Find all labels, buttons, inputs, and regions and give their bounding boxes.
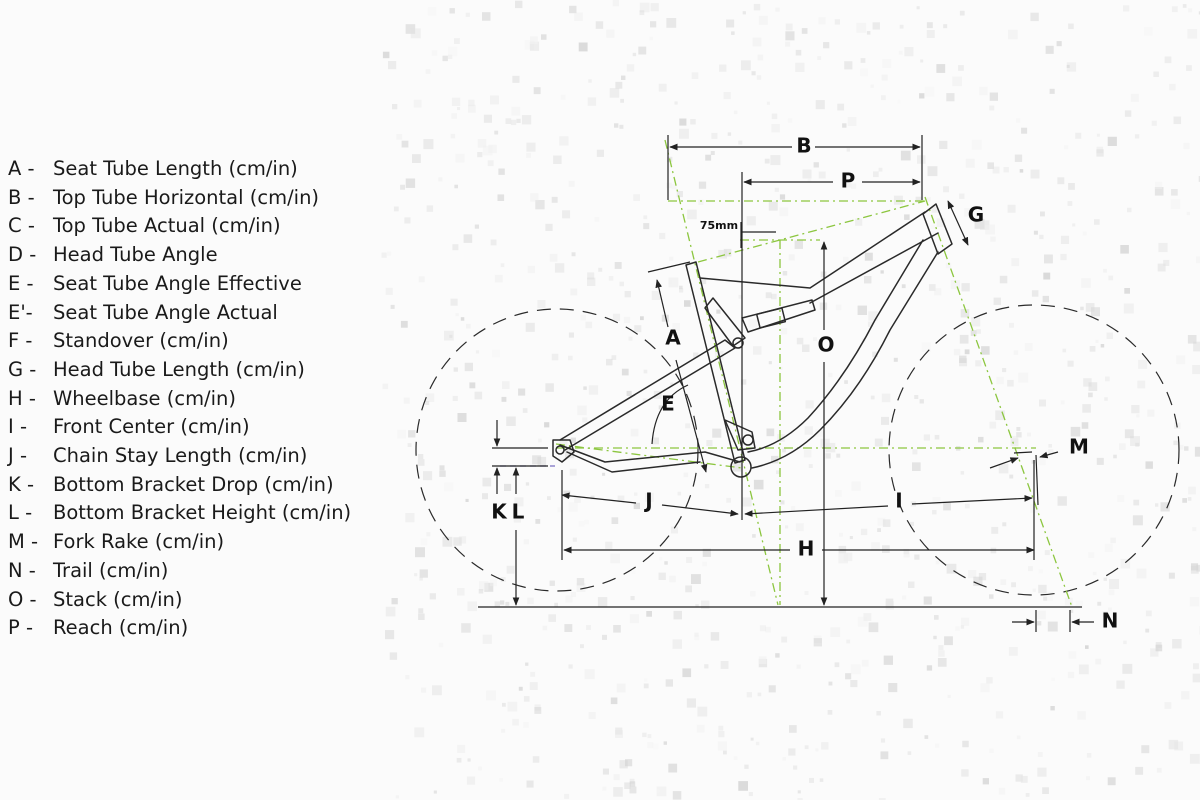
dimension-labels [491, 134, 1118, 633]
legend-label: Bottom Bracket Drop (cm/in) [53, 472, 334, 496]
label-75mm: 75mm [699, 219, 739, 232]
legend-label: Chain Stay Length (cm/in) [53, 444, 308, 468]
legend-code: K - [8, 472, 35, 496]
legend-label: Top Tube Horizontal (cm/in) [53, 185, 320, 209]
legend-label: Front Center (cm/in) [53, 415, 250, 439]
legend-code: E - [8, 271, 34, 295]
legend-label: Bottom Bracket Height (cm/in) [53, 501, 352, 525]
legend-label: Seat Tube Angle Effective [53, 271, 302, 295]
label-P: P [840, 168, 856, 193]
legend-code: B - [8, 185, 35, 209]
legend-label: Trail (cm/in) [53, 558, 169, 582]
legend-code: P - [8, 616, 33, 640]
label-E: E [661, 391, 675, 416]
legend-label: Head Tube Length (cm/in) [53, 357, 305, 381]
dimension-lines [492, 135, 1094, 632]
label-J: J [645, 488, 653, 513]
label-N: N [1101, 608, 1119, 633]
legend-code: N - [8, 558, 36, 582]
legend-code: L - [8, 501, 33, 525]
legend-label: Stack (cm/in) [53, 587, 183, 611]
legend-label: Seat Tube Length (cm/in) [53, 157, 298, 180]
label-L: L [511, 499, 525, 524]
legend-code: O - [8, 587, 37, 611]
legend-code: H - [8, 386, 36, 410]
bike-frame [553, 204, 952, 477]
label-I: I [895, 488, 903, 513]
legend-code: F - [8, 329, 33, 353]
legend-code: I - [8, 415, 27, 439]
legend-code: G - [8, 357, 37, 381]
legend-label: Seat Tube Angle Actual [53, 300, 278, 324]
legend-code: E'- [8, 300, 33, 324]
legend-label: Wheelbase (cm/in) [53, 386, 237, 410]
label-O: O [817, 332, 835, 357]
legend-label: Reach (cm/in) [53, 616, 189, 640]
legend-code: D - [8, 243, 37, 267]
label-H: H [797, 536, 815, 561]
legend-code: A - [8, 157, 35, 180]
label-G: G [967, 202, 985, 227]
legend-code: M - [8, 530, 39, 554]
label-K: K [491, 499, 507, 524]
label-M: M [1069, 434, 1089, 459]
legend-label: Top Tube Actual (cm/in) [53, 214, 281, 238]
label-B: B [796, 133, 812, 158]
legend-label: Fork Rake (cm/in) [53, 530, 225, 554]
legend-label: Standover (cm/in) [53, 329, 229, 353]
label-A: A [665, 325, 681, 350]
legend-code: J - [8, 444, 27, 468]
legend-code: C - [8, 214, 35, 238]
rear-wheel [416, 309, 698, 591]
legend-label: Head Tube Angle [53, 243, 218, 267]
